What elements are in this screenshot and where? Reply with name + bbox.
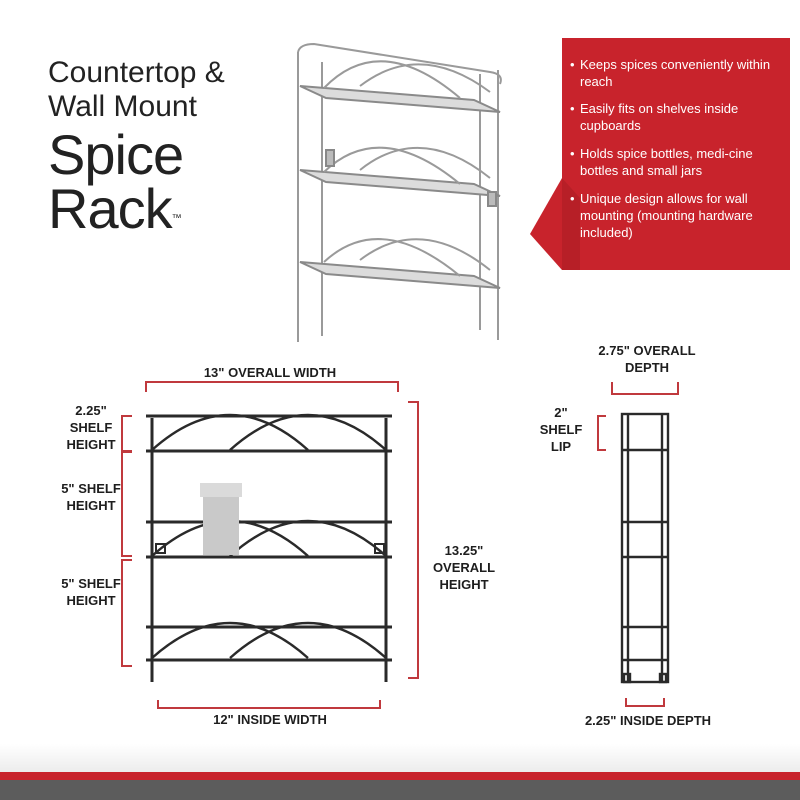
shelf-lip-label: 2" SHELF LIP: [539, 405, 583, 454]
title-line-3: Spice: [48, 123, 184, 186]
feature-item: • Holds spice bottles, medi-cine bottles and small jars: [580, 145, 780, 179]
spice-bottle-cap: [200, 483, 242, 497]
overall-height-label: 13.25" OVERALL HEIGHT: [432, 543, 496, 592]
feature-item: • Easily fits on shelves inside cupboards: [580, 100, 780, 134]
inside-width-bracket: [158, 700, 380, 708]
side-view-rack: [622, 414, 668, 682]
inside-depth-bracket: [626, 698, 664, 706]
footer-red-stripe: [0, 772, 800, 780]
title-rack-word: Rack: [48, 177, 172, 240]
overall-depth-bracket: [612, 382, 678, 394]
product-photo: [298, 44, 501, 342]
overall-depth-label: 2.75" OVERALL DEPTH: [598, 343, 696, 375]
feature-item: • Unique design allows for wall mounting (mounting hardware included): [580, 190, 780, 241]
title-line-1: Countertop &: [48, 56, 225, 89]
title-line-2: Wall Mount: [48, 90, 197, 123]
inside-width-label: 12" INSIDE WIDTH: [213, 712, 327, 727]
front-view-rack: [146, 415, 392, 682]
overall-width-label: 13" OVERALL WIDTH: [203, 365, 337, 380]
shelf-lip-bracket: [598, 416, 606, 450]
trademark-symbol: ™: [171, 213, 182, 224]
overall-height-bracket: [408, 402, 418, 678]
top-shelf-height-label: 2.25" SHELF HEIGHT: [66, 403, 116, 452]
bottom-shelf-height-label: 5" SHELF HEIGHT: [61, 576, 121, 608]
footer-gray-band: [0, 780, 800, 800]
inside-depth-label: 2.25" INSIDE DEPTH: [584, 713, 712, 728]
mid-shelf-height-label: 5" SHELF HEIGHT: [61, 481, 121, 513]
feature-item: • Keeps spices conveniently within reach: [580, 56, 780, 90]
footer-fade: [0, 744, 800, 772]
overall-width-bracket: [146, 382, 398, 392]
